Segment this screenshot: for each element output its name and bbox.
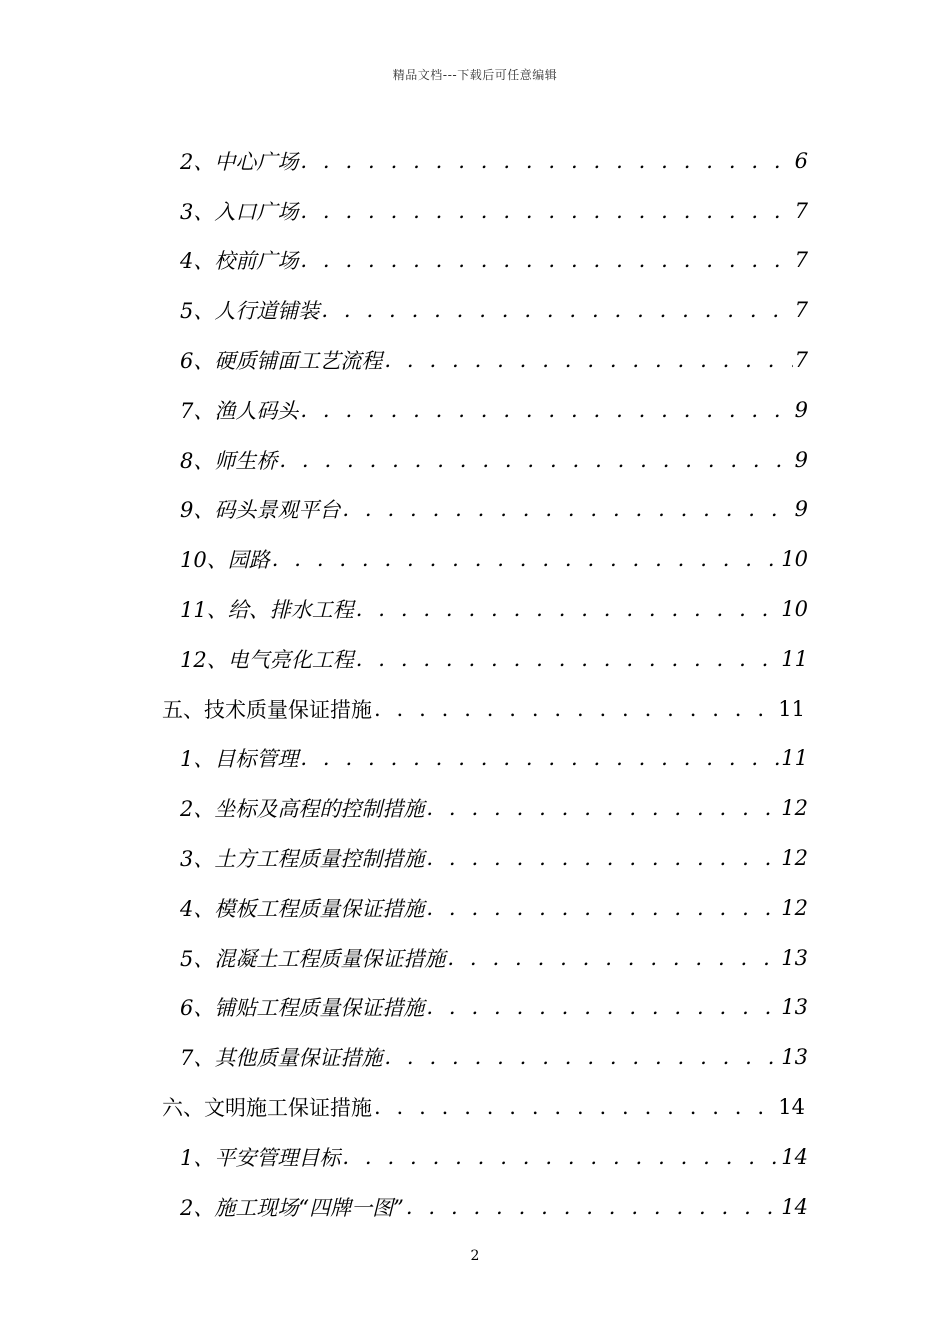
toc-entry-page: 13 — [781, 1045, 808, 1070]
toc-entry[interactable] — [0, 285, 808, 335]
toc-entry-page: 14 — [778, 1095, 805, 1120]
toc-leader-dots — [447, 946, 779, 970]
toc-entry-title: 12、电气亮化工程 — [180, 647, 354, 672]
toc-entry-title: 6、铺贴工程质量保证措施 — [180, 996, 425, 1021]
toc-entry[interactable] — [0, 1182, 808, 1232]
toc-entry-title: 2、施工现场“四牌一图” — [180, 1195, 404, 1220]
toc-leader-dots — [384, 348, 792, 372]
toc-entry-title: 六、文明施工保证措施 — [162, 1096, 372, 1121]
toc-entry[interactable] — [0, 335, 808, 385]
toc-entry[interactable] — [0, 933, 808, 983]
toc-entry[interactable] — [0, 1132, 808, 1182]
toc-leader-dots — [342, 1145, 779, 1169]
toc-entry-page: 7 — [794, 198, 808, 223]
toc-entry-title: 1、平安管理目标 — [180, 1145, 341, 1170]
toc-entry[interactable] — [0, 186, 808, 236]
toc-entry-page: 6 — [794, 148, 808, 173]
toc-entry-page: 7 — [794, 248, 808, 273]
toc-entry-title: 2、中心广场 — [180, 149, 299, 174]
toc-entry[interactable] — [0, 236, 808, 286]
toc-entry-page: 9 — [794, 497, 808, 522]
toc-entry[interactable] — [0, 1082, 805, 1132]
toc-leader-dots — [272, 547, 780, 571]
toc-entry-page: 13 — [781, 945, 808, 970]
toc-leader-dots — [374, 1095, 776, 1119]
toc-entry[interactable] — [0, 1032, 808, 1082]
toc-entry[interactable] — [0, 783, 808, 833]
toc-entry-title: 7、其他质量保证措施 — [180, 1046, 383, 1071]
toc-entry-title: 5、人行道铺装 — [180, 299, 320, 324]
toc-entry-title: 4、校前广场 — [180, 249, 299, 274]
toc-leader-dots — [426, 995, 779, 1019]
toc-entry[interactable] — [0, 684, 805, 734]
toc-entry-page: 11 — [778, 696, 805, 721]
toc-entry-page: 9 — [794, 447, 808, 472]
toc-entry-title: 6、硬质铺面工艺流程 — [180, 349, 383, 374]
toc-leader-dots — [426, 896, 779, 920]
toc-entry-title: 1、目标管理 — [180, 747, 299, 772]
toc-entry[interactable] — [0, 435, 808, 485]
toc-entry-title: 8、师生桥 — [180, 448, 278, 473]
toc-entry-title: 五、技术质量保证措施 — [162, 697, 372, 722]
toc-entry[interactable] — [0, 983, 808, 1033]
page-number: 2 — [470, 1248, 480, 1264]
toc-entry[interactable] — [0, 734, 808, 784]
toc-entry-title: 3、入口广场 — [180, 199, 299, 224]
toc-entry-title: 2、坐标及高程的控制措施 — [180, 797, 425, 822]
toc-entry-title: 4、模板工程质量保证措施 — [180, 896, 425, 921]
toc-leader-dots — [384, 1045, 779, 1069]
toc-entry-page: 9 — [794, 397, 808, 422]
toc-entry-page: 13 — [781, 995, 808, 1020]
toc-entry-page: 10 — [781, 597, 808, 622]
toc-leader-dots — [300, 149, 792, 173]
toc-leader-dots — [426, 796, 779, 820]
toc-entry[interactable] — [0, 385, 808, 435]
toc-entry-page: 12 — [781, 796, 808, 821]
toc-entry-title: 5、混凝土工程质量保证措施 — [180, 946, 446, 971]
toc-leader-dots — [321, 298, 792, 322]
toc-entry[interactable] — [0, 534, 808, 584]
toc-entry-page: 11 — [781, 746, 808, 771]
toc-leader-dots — [300, 248, 792, 272]
toc-entry-page: 12 — [781, 846, 808, 871]
toc-entry-title: 3、土方工程质量控制措施 — [180, 847, 425, 872]
page-header: 精品文档---下载后可任意编辑 — [392, 68, 558, 82]
toc-leader-dots — [300, 199, 792, 223]
toc-entry-title: 10、园路 — [180, 548, 270, 573]
toc-leader-dots — [342, 497, 792, 521]
table-of-contents — [0, 136, 950, 1232]
toc-entry[interactable] — [0, 883, 808, 933]
toc-leader-dots — [300, 746, 779, 770]
toc-entry-page: 12 — [781, 895, 808, 920]
toc-leader-dots — [374, 697, 776, 721]
toc-entry-page: 7 — [794, 348, 808, 373]
toc-entry-title: 7、渔人码头 — [180, 398, 299, 423]
toc-entry-page: 14 — [781, 1194, 808, 1219]
toc-entry[interactable] — [0, 485, 808, 535]
toc-entry-page: 14 — [781, 1144, 808, 1169]
toc-leader-dots — [426, 846, 779, 870]
toc-leader-dots — [356, 647, 780, 671]
toc-entry-page: 11 — [781, 646, 808, 671]
toc-leader-dots — [300, 398, 792, 422]
toc-entry-title: 11、给、排水工程 — [180, 598, 354, 623]
toc-leader-dots — [406, 1195, 779, 1219]
toc-entry[interactable] — [0, 634, 808, 684]
toc-entry[interactable] — [0, 833, 808, 883]
toc-leader-dots — [356, 597, 780, 621]
toc-entry-page: 7 — [794, 298, 808, 323]
toc-leader-dots — [279, 448, 792, 472]
toc-entry-title: 9、码头景观平台 — [180, 498, 341, 523]
toc-entry[interactable] — [0, 584, 808, 634]
toc-entry[interactable] — [0, 136, 808, 186]
toc-entry-page: 10 — [781, 547, 808, 572]
